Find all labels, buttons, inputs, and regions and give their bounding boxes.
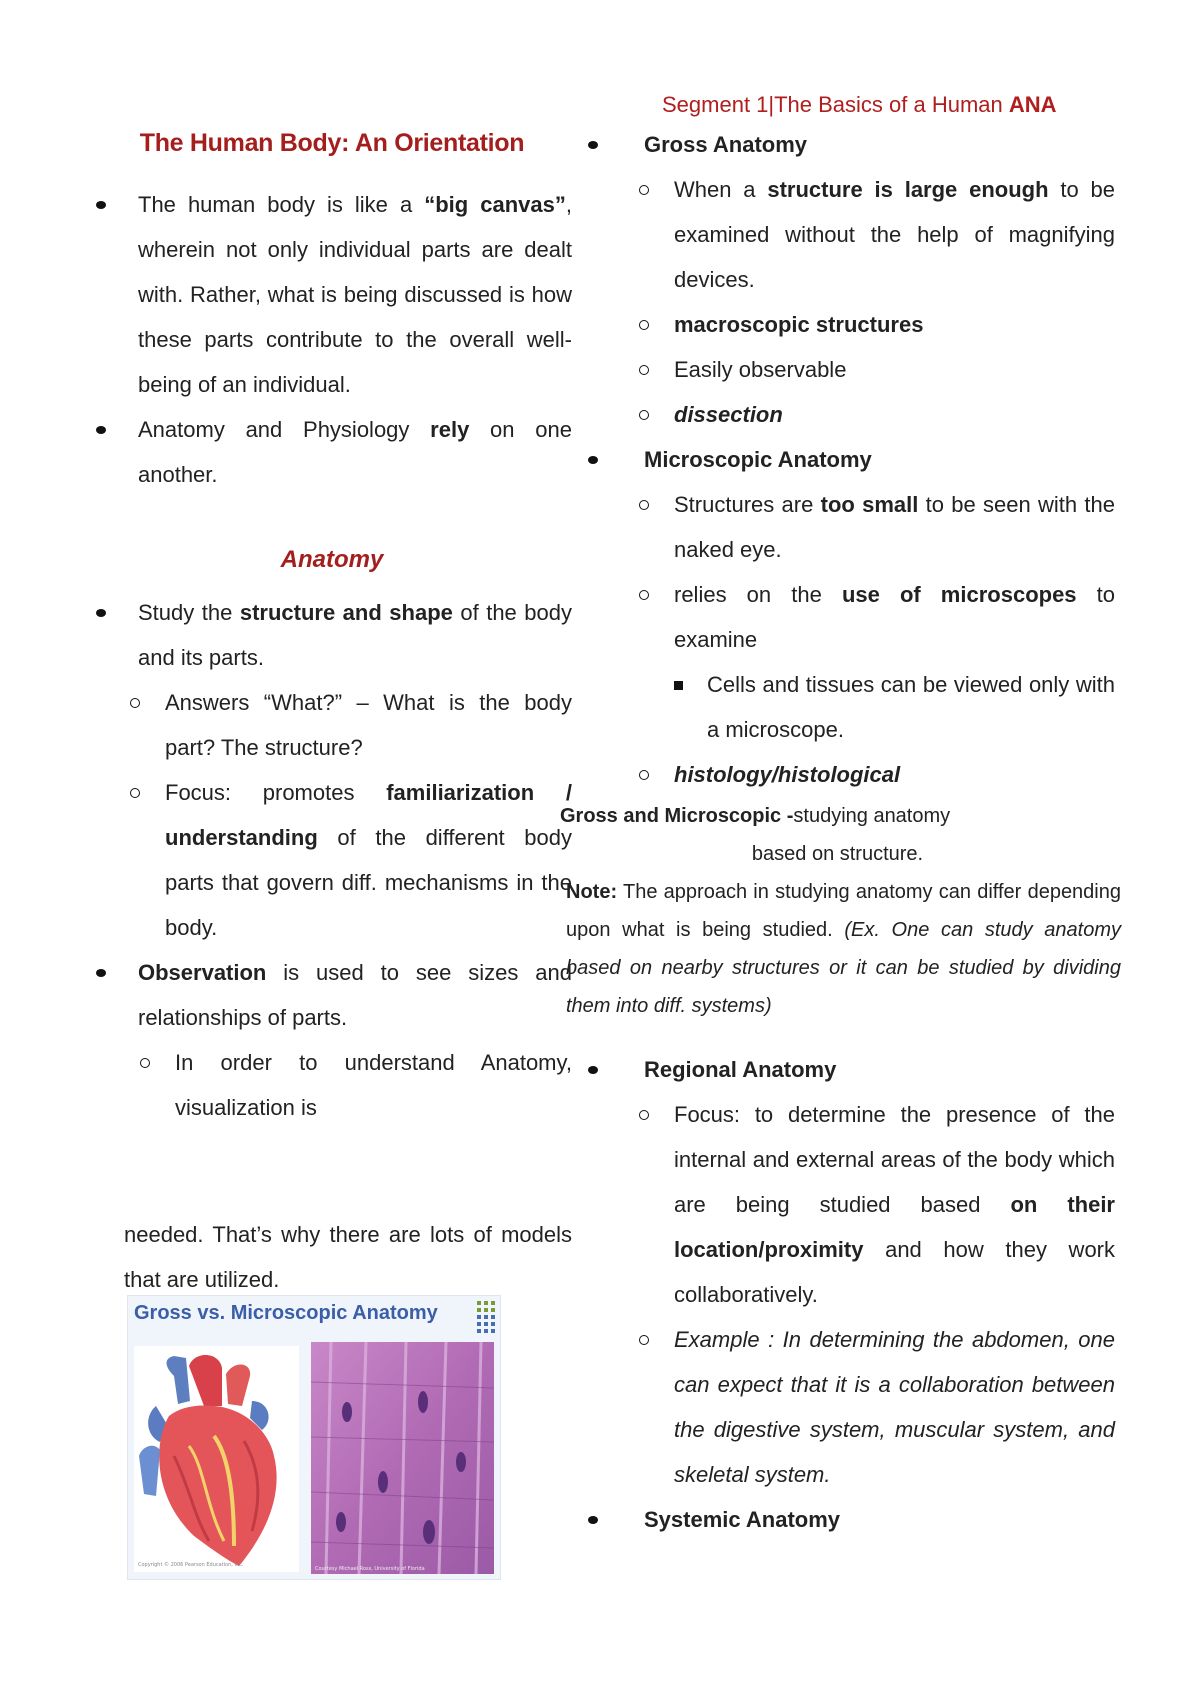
list-item: Microscopic Anatomy Structures are too small to be seen with the naked eye. relies on the use of microscopes to examine Cells and tissues can be viewed only with a microscope. histology/histological	[600, 437, 1115, 797]
list-item: Study the structure and shape of the body and its parts. Answers “What?” – What is the body part? The structure? Focus: promotes familiarization / understanding of the different body parts that govern diff. mechanisms in the body.	[92, 590, 572, 950]
list-item: Regional Anatomy Focus: to determine the presence of the internal and external areas of the body which are being studied based on their location/proximity and how they work collaboratively. Example : In determining the abdomen, one can expect that it is a collaboration between the digestive system, muscular system, and skeletal system.	[600, 1047, 1115, 1497]
micrograph-image	[311, 1342, 494, 1574]
list-item: Observation is used to see sizes and relationships of parts. In order to understand Anatomy, visualization is	[92, 950, 572, 1130]
list-item: Example : In determining the abdomen, one can expect that it is a collaboration between the digestive system, muscular system, and skeletal system.	[633, 1317, 1115, 1497]
list-item: Focus: to determine the presence of the internal and external areas of the body which are being studied based on their location/proximity and how they work collaboratively.	[633, 1092, 1115, 1317]
sub-list	[633, 482, 1115, 797]
list-item: When a structure is large enough to be examined without the help of magnifying devices.	[633, 167, 1115, 302]
sub-list	[124, 680, 572, 950]
gross-vs-microscopic-figure	[127, 1295, 501, 1580]
figure-credit-left: Copyright © 2006 Pearson Education, Inc.	[138, 1562, 244, 1568]
list-item: Anatomy and Physiology rely on one another.	[92, 407, 572, 497]
list-item: Cells and tissues can be viewed only with a microscope.	[674, 662, 1115, 752]
list-item: Gross Anatomy When a structure is large enough to be examined without the help of magnifying devices. macroscopic structures Easily observable dissection	[600, 122, 1115, 437]
decorative-dots-icon	[476, 1300, 496, 1336]
gross-micro-line: Gross and Microscopic -studying anatomy	[560, 805, 951, 827]
list-item: Answers “What?” – What is the body part? The structure?	[124, 680, 572, 770]
anatomy-list	[92, 590, 572, 1130]
right-column	[560, 88, 1121, 1542]
sub-sub-list	[674, 662, 1115, 752]
list-item: histology/histological	[633, 752, 1115, 797]
list-item: The human body is like a “big canvas”, wherein not only individual parts are dealt with. Rather, what is being discussed is how these parts contribute to the overall well-being of an individual.	[92, 182, 572, 407]
spacer	[92, 1130, 572, 1212]
segment-title: Segment 1|The Basics of a Human ANA	[662, 92, 1057, 117]
list-item: Easily observable	[633, 347, 1115, 392]
anatomy-approach-list	[600, 1047, 1115, 1542]
list-item: In order to understand Anatomy, visualization is	[134, 1040, 572, 1130]
list-item: macroscopic structures	[633, 302, 1115, 347]
continued-paragraph: needed. That’s why there are lots of models that are utilized.	[124, 1222, 572, 1292]
sub-list	[633, 167, 1115, 437]
page-title: The Human Body: An Orientation	[139, 129, 525, 157]
anatomy-heading: Anatomy	[280, 546, 384, 573]
anatomy-types-list	[600, 122, 1115, 797]
list-item: dissection	[633, 392, 1115, 437]
sub-list	[134, 1040, 572, 1130]
sub-list	[633, 1092, 1115, 1497]
list-item: relies on the use of microscopes to examine Cells and tissues can be viewed only with a microscope.	[633, 572, 1115, 752]
intro-list	[92, 182, 572, 497]
heart-illustration	[134, 1346, 299, 1572]
list-item: Focus: promotes familiarization / understanding of the different body parts that govern diff. mechanisms in the body.	[124, 770, 572, 950]
left-column	[92, 118, 572, 1302]
gross-micro-line-2: based on structure.	[751, 843, 924, 865]
list-item: Structures are too small to be seen with the naked eye.	[633, 482, 1115, 572]
figure-title: Gross vs. Microscopic Anatomy	[134, 1302, 438, 1324]
note-paragraph: Note: The approach in studying anatomy can differ depending upon what is being studied. (Ex. One can study anatomy based on nearby structures or it can be studied by dividing them into diff. systems)	[566, 881, 1121, 1017]
note-section	[566, 835, 1121, 1025]
list-item: Systemic Anatomy	[600, 1497, 1115, 1542]
figure-credit-right: Courtesy Michael Ross, University of Florida	[315, 1566, 425, 1572]
